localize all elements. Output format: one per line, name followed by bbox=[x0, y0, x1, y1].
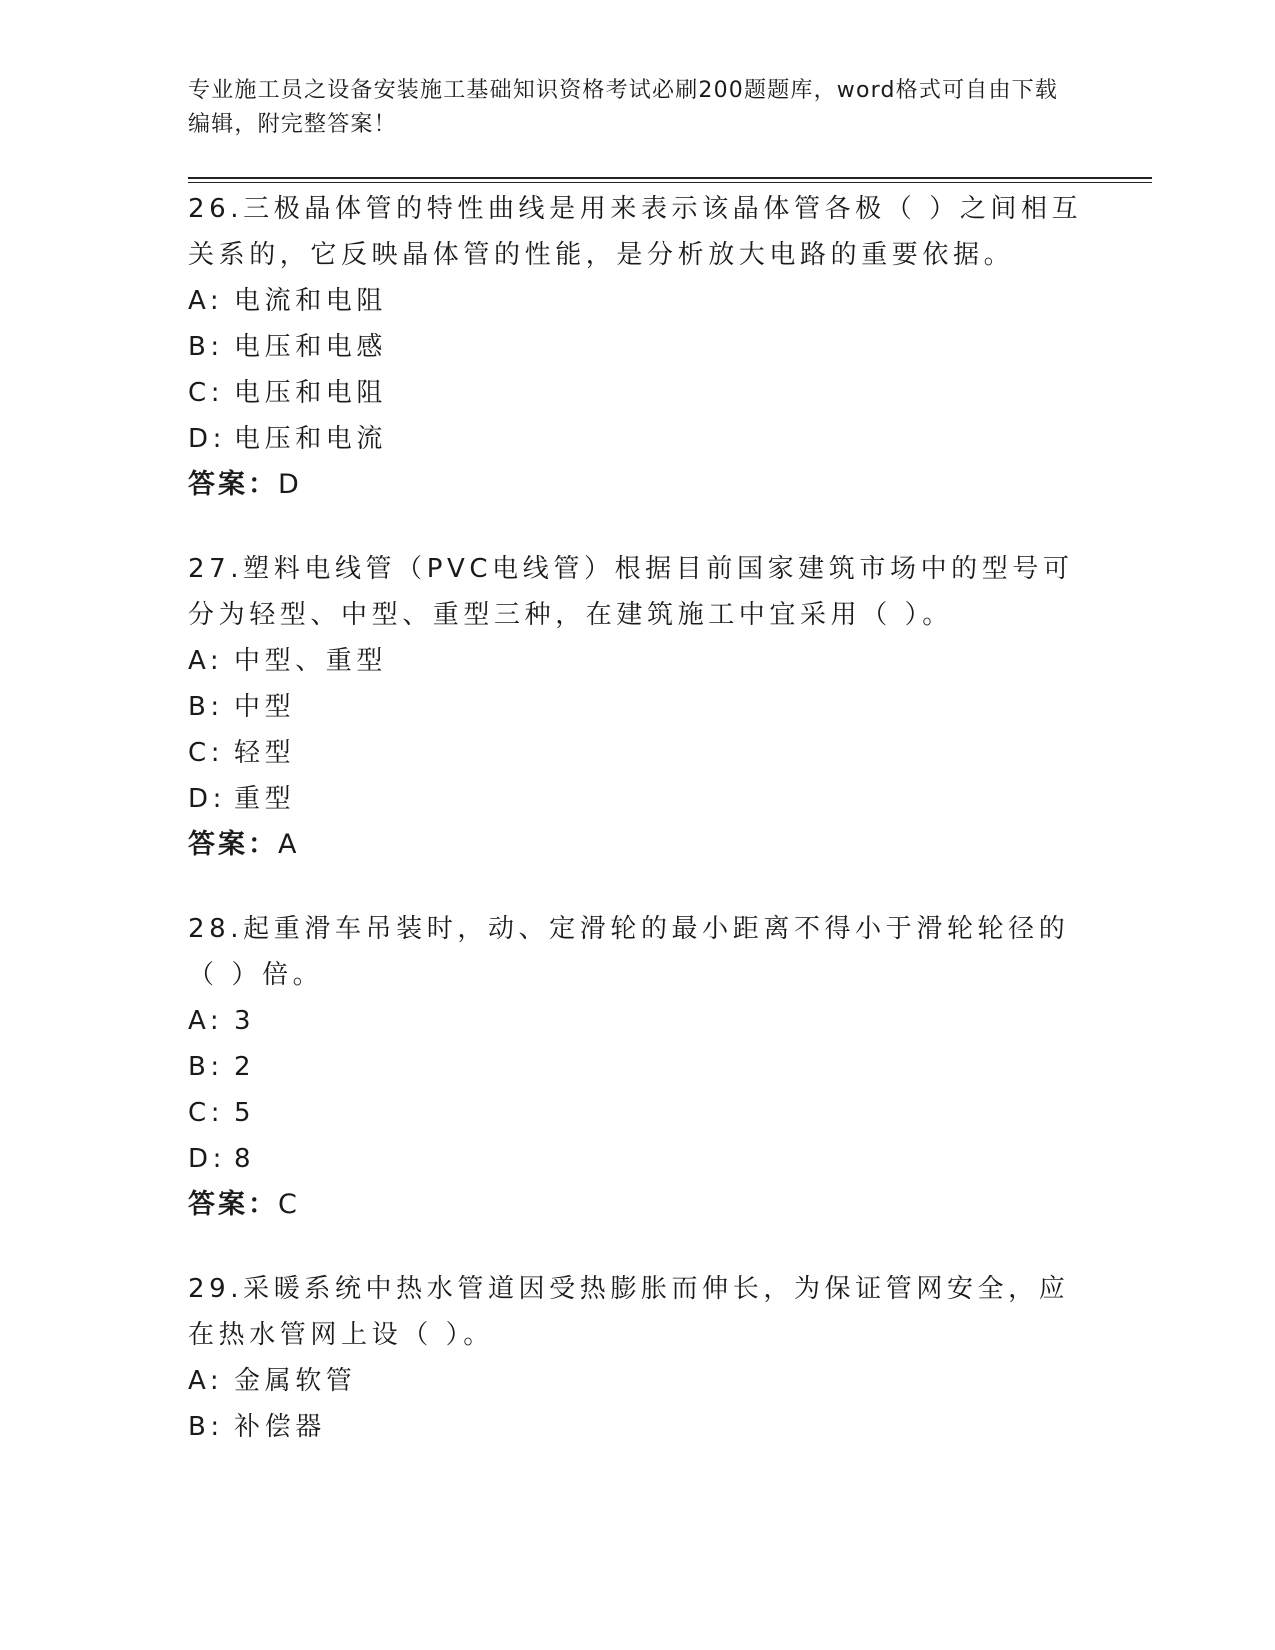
option-key: C: bbox=[188, 738, 225, 768]
question-text bbox=[188, 1266, 1088, 1358]
answer-line bbox=[188, 462, 1088, 508]
option-c bbox=[188, 370, 1088, 416]
option-text: 金属软管 bbox=[234, 1366, 357, 1396]
question-number: 27. bbox=[188, 554, 244, 584]
option-a bbox=[188, 998, 1088, 1044]
answer-label: 答案： bbox=[188, 829, 278, 860]
question-29 bbox=[188, 1266, 1088, 1450]
question-body: 塑料电线管（PVC电线管）根据目前国家建筑市场中的型号可分为轻型、中型、重型三种，在建筑施工中宜采用（ ）。 bbox=[188, 554, 1074, 630]
option-d bbox=[188, 416, 1088, 462]
option-text: 轻型 bbox=[234, 738, 296, 768]
option-b bbox=[188, 684, 1088, 730]
option-key: B: bbox=[188, 332, 224, 362]
question-number: 28. bbox=[188, 914, 244, 944]
option-key: D: bbox=[188, 784, 226, 814]
option-d bbox=[188, 776, 1088, 822]
option-key: A: bbox=[188, 286, 224, 316]
option-a bbox=[188, 1358, 1088, 1404]
option-text: 3 bbox=[234, 1006, 256, 1036]
option-text: 补偿器 bbox=[234, 1412, 326, 1442]
answer-value: D bbox=[278, 469, 302, 500]
option-text: 8 bbox=[234, 1144, 256, 1174]
document-header: 专业施工员之设备安装施工基础知识资格考试必刷200题题库，word格式可自由下载编辑，附完整答案！ bbox=[188, 78, 1059, 137]
option-d bbox=[188, 1136, 1088, 1182]
answer-line bbox=[188, 1182, 1088, 1228]
option-text: 2 bbox=[234, 1052, 256, 1082]
answer-line bbox=[188, 822, 1088, 868]
question-body: 三极晶体管的特性曲线是用来表示该晶体管各极（ ）之间相互关系的，它反映晶体管的性能，是分析放大电路的重要依据。 bbox=[188, 194, 1083, 270]
option-key: B: bbox=[188, 1052, 224, 1082]
option-b bbox=[188, 324, 1088, 370]
question-text bbox=[188, 906, 1088, 998]
option-key: C: bbox=[188, 1098, 225, 1128]
question-number: 29. bbox=[188, 1274, 244, 1304]
question-text bbox=[188, 186, 1088, 278]
option-c bbox=[188, 730, 1088, 776]
option-key: C: bbox=[188, 378, 225, 408]
option-text: 中型 bbox=[234, 692, 296, 722]
answer-value: C bbox=[278, 1189, 300, 1220]
option-text: 电流和电阻 bbox=[234, 286, 388, 316]
option-a bbox=[188, 638, 1088, 684]
option-text: 重型 bbox=[234, 784, 296, 814]
answer-value: A bbox=[278, 829, 300, 860]
option-key: D: bbox=[188, 424, 226, 454]
question-text bbox=[188, 546, 1088, 638]
option-text: 5 bbox=[234, 1098, 256, 1128]
answer-label: 答案： bbox=[188, 1189, 278, 1220]
option-text: 电压和电感 bbox=[234, 332, 388, 362]
header-divider-thin bbox=[188, 182, 1152, 183]
question-28 bbox=[188, 906, 1088, 1228]
option-text: 电压和电流 bbox=[234, 424, 388, 454]
option-text: 中型、重型 bbox=[234, 646, 388, 676]
option-b bbox=[188, 1404, 1088, 1450]
option-key: B: bbox=[188, 692, 224, 722]
option-key: A: bbox=[188, 1366, 224, 1396]
option-c bbox=[188, 1090, 1088, 1136]
option-text: 电压和电阻 bbox=[234, 378, 388, 408]
question-number: 26. bbox=[188, 194, 244, 224]
question-27 bbox=[188, 546, 1088, 868]
question-26 bbox=[188, 186, 1088, 508]
header-divider-thick bbox=[188, 177, 1152, 179]
question-body: 起重滑车吊装时，动、定滑轮的最小距离不得小于滑轮轮径的（ ）倍。 bbox=[188, 914, 1070, 990]
option-key: A: bbox=[188, 646, 224, 676]
option-key: D: bbox=[188, 1144, 226, 1174]
option-key: A: bbox=[188, 1006, 224, 1036]
question-body: 采暖系统中热水管道因受热膨胀而伸长，为保证管网安全，应在热水管网上设（ ）。 bbox=[188, 1274, 1070, 1350]
answer-label: 答案： bbox=[188, 469, 278, 500]
option-b bbox=[188, 1044, 1088, 1090]
option-a bbox=[188, 278, 1088, 324]
option-key: B: bbox=[188, 1412, 224, 1442]
